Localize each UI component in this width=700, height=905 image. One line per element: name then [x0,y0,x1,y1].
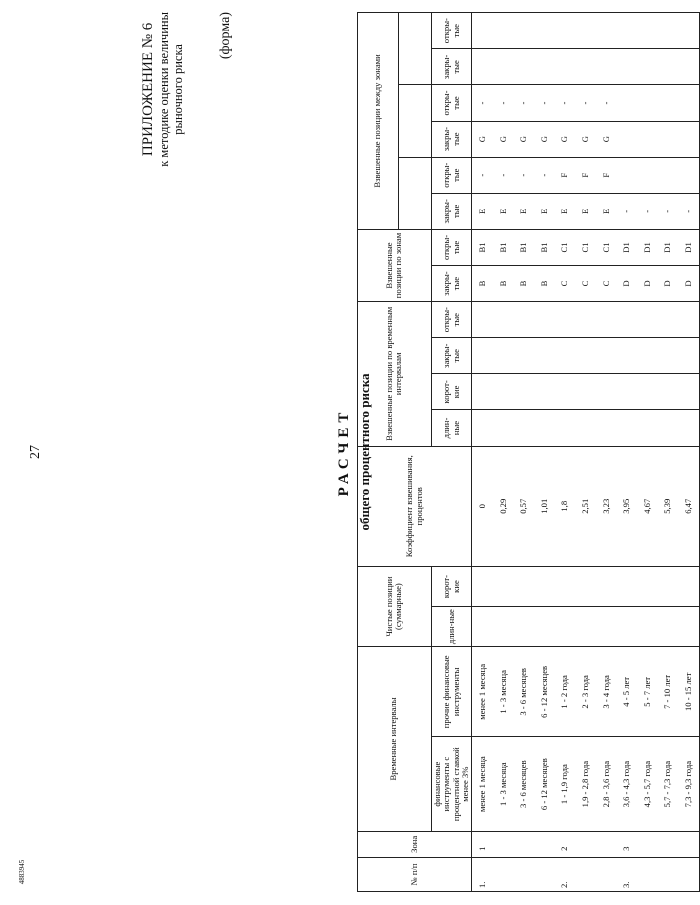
row-wb1-open [658,157,679,193]
document-serial-number: 4883945 [18,859,26,885]
page-number: 27 [28,445,43,459]
row-wb2-closed: G [493,121,514,157]
row-wt-open [658,302,679,338]
row-fin-other: 2 - 3 года [575,647,596,737]
header-weighted-time: Взвешенные позиции по временным интервалам [357,302,431,446]
row-fin-other: менее 1 месяца [472,647,493,737]
header-weighted-zones: Взвешенные позиции по зонам [357,229,431,301]
row-wb3-closed [596,49,617,85]
header-weighted-between: Взвешенные позиции между зонами [357,13,398,230]
row-net-short [678,566,699,606]
row-wt-open [596,302,617,338]
row-wb2-closed [678,121,699,157]
row-wb1-closed: - [658,193,679,229]
row-coef: 4,67 [637,446,658,566]
row-wt-open [472,302,493,338]
row-wz-open: B1 [534,229,555,265]
row-zone [637,831,658,857]
row-wb1-open: F [596,157,617,193]
row-num [596,857,617,891]
row-wb3-closed [678,49,699,85]
row-wt-short [596,374,617,410]
row-net-short [575,566,596,606]
row-wb1-closed: E [514,193,535,229]
row-zone: 2 [555,831,576,857]
row-net-short [493,566,514,606]
row-fin-other: 5 - 7 лет [637,647,658,737]
row-num [534,857,555,891]
row-wb3-open [575,13,596,49]
row-net-long [514,607,535,647]
row-wt-closed [617,338,638,374]
row-wt-long [617,410,638,446]
row-wb3-open [534,13,555,49]
row-wb1-closed: E [493,193,514,229]
row-wz-open: B1 [472,229,493,265]
header-wb2-open: откры-тые [431,85,472,121]
rotated-page-content [140,12,700,892]
row-wt-short [658,374,679,410]
row-net-long [678,607,699,647]
row-wb3-closed [514,49,535,85]
header-wz-closed: закры-тые [431,266,472,302]
header-coefficient: Коэффициент взвешивания, процентов [357,446,472,566]
row-coef: 0,29 [493,446,514,566]
row-wb2-open: - [534,85,555,121]
row-fin-other: 3 - 4 года [596,647,617,737]
form-label: (форма) [218,12,233,60]
row-wz-closed: B [534,266,555,302]
row-wt-open [534,302,555,338]
row-wb2-open: - [555,85,576,121]
row-wb2-open [617,85,638,121]
row-wt-closed [658,338,679,374]
row-num [658,857,679,891]
table-row [596,13,617,892]
header-between-blank-3 [398,13,431,85]
row-wt-short [472,374,493,410]
row-coef: 5,39 [658,446,679,566]
row-net-long [472,607,493,647]
row-wb1-open: - [514,157,535,193]
row-wz-closed: C [555,266,576,302]
header-between-blank-1 [398,157,431,229]
row-wb3-closed [575,49,596,85]
row-wz-closed: D [617,266,638,302]
table-row [678,13,699,892]
header-fin-low: финансовые инструменты с процентной ставкой менее 3% [431,737,472,831]
appendix-subtitle-line2: рыночного риска [170,44,185,135]
appendix-title: ПРИЛОЖЕНИЕ № 6 [140,22,156,157]
row-wt-short [637,374,658,410]
row-wz-closed: C [596,266,617,302]
row-wb1-closed: E [534,193,555,229]
row-fin-low: 6 - 12 месяцев [534,737,555,831]
row-zone [575,831,596,857]
row-wb2-closed [637,121,658,157]
header-wb3-closed: закры-тые [431,49,472,85]
row-fin-low: 4,3 - 5,7 года [637,737,658,831]
row-wb1-open: - [472,157,493,193]
header-wt-long: длин-ные [431,410,472,446]
header-wb1-closed: закры-тые [431,193,472,229]
row-wb2-closed: G [534,121,555,157]
row-wb3-closed [555,49,576,85]
row-net-long [493,607,514,647]
row-fin-low: 3 - 6 месяцев [514,737,535,831]
row-net-short [617,566,638,606]
row-wt-closed [678,338,699,374]
row-wb3-open [658,13,679,49]
header-num: № п/п [357,857,472,891]
row-wt-closed [472,338,493,374]
row-zone [493,831,514,857]
header-zone: Зона [357,831,472,857]
row-wb1-open: F [555,157,576,193]
row-wz-closed: B [472,266,493,302]
row-fin-low: 1 - 3 месяца [493,737,514,831]
row-coef: 1,8 [555,446,576,566]
row-wt-open [575,302,596,338]
row-fin-other: 1 - 3 месяца [493,647,514,737]
row-net-short [534,566,555,606]
row-wt-open [555,302,576,338]
row-wz-open: D1 [637,229,658,265]
row-wb2-open [637,85,658,121]
row-fin-low: менее 1 месяца [472,737,493,831]
row-wz-open: B1 [493,229,514,265]
row-net-long [658,607,679,647]
row-zone [514,831,535,857]
row-wt-long [637,410,658,446]
row-net-long [575,607,596,647]
row-wb3-closed [617,49,638,85]
row-num: 3. [617,857,638,891]
row-net-short [637,566,658,606]
row-zone: 1 [472,831,493,857]
row-wb2-open: - [514,85,535,121]
row-zone [658,831,679,857]
row-fin-other: 4 - 5 лет [617,647,638,737]
header-wt-short: корот-кие [431,374,472,410]
row-wb1-closed: - [637,193,658,229]
row-net-long [637,607,658,647]
header-net-short: корот-кие [431,566,472,606]
row-coef: 0,57 [514,446,535,566]
row-num [493,857,514,891]
row-wz-closed: D [658,266,679,302]
row-net-short [596,566,617,606]
row-wt-short [575,374,596,410]
row-wt-open [514,302,535,338]
row-wt-short [617,374,638,410]
row-wb3-open [678,13,699,49]
row-wt-closed [555,338,576,374]
header-wb2-closed: закры-тые [431,121,472,157]
row-wb1-closed: E [575,193,596,229]
row-fin-other: 6 - 12 месяцев [534,647,555,737]
row-wb1-closed: E [472,193,493,229]
row-wb3-closed [472,49,493,85]
row-wz-closed: D [637,266,658,302]
row-wb2-closed: G [575,121,596,157]
row-wt-open [617,302,638,338]
row-fin-low: 5,7 - 7,3 года [658,737,679,831]
table-row [534,13,555,892]
row-wb3-closed [658,49,679,85]
row-wb3-open [637,13,658,49]
row-wb3-closed [493,49,514,85]
row-wb1-closed: - [617,193,638,229]
row-wb3-open [472,13,493,49]
row-fin-low: 7,3 - 9,3 года [678,737,699,831]
row-wt-long [575,410,596,446]
row-wb2-open: - [472,85,493,121]
row-wt-short [493,374,514,410]
row-wb3-closed [534,49,555,85]
row-wz-open: B1 [514,229,535,265]
row-wb3-open [493,13,514,49]
row-wb3-open [596,13,617,49]
row-wb1-closed: E [596,193,617,229]
row-wt-long [555,410,576,446]
row-num [575,857,596,891]
row-wb3-closed [637,49,658,85]
row-wb2-closed: G [555,121,576,157]
row-wt-closed [493,338,514,374]
row-net-short [555,566,576,606]
row-wb1-open: - [493,157,514,193]
row-net-short [514,566,535,606]
row-net-long [534,607,555,647]
table-row [472,13,493,892]
row-wt-closed [596,338,617,374]
row-wz-open: D1 [617,229,638,265]
row-wt-short [534,374,555,410]
row-wz-open: C1 [596,229,617,265]
row-fin-other: 1 - 2 года [555,647,576,737]
row-wt-long [514,410,535,446]
row-wz-closed: B [493,266,514,302]
row-zone [596,831,617,857]
row-wz-open: D1 [658,229,679,265]
row-fin-other: 10 - 15 лет [678,647,699,737]
row-wt-closed [637,338,658,374]
row-wt-closed [514,338,535,374]
row-wt-long [534,410,555,446]
row-wt-open [678,302,699,338]
row-net-short [658,566,679,606]
table-row [555,13,576,892]
header-time-intervals: Временные интервалы [357,647,431,832]
header-net-long: длин-ные [431,607,472,647]
row-net-long [596,607,617,647]
row-wt-open [637,302,658,338]
row-wz-closed: C [575,266,596,302]
row-zone [534,831,555,857]
row-wb2-closed [617,121,638,157]
row-wt-short [514,374,535,410]
row-fin-low: 3,6 - 4,3 года [617,737,638,831]
table-row [658,13,679,892]
row-wt-closed [575,338,596,374]
row-wz-open: C1 [555,229,576,265]
row-wb3-open [514,13,535,49]
row-wz-open: D1 [678,229,699,265]
header-wt-closed: закры-тые [431,338,472,374]
row-wb2-closed: G [472,121,493,157]
row-coef: 3,95 [617,446,638,566]
row-wb2-open: - [575,85,596,121]
appendix-subtitle-line1: к методике оценки величины [156,12,171,167]
row-coef: 0 [472,446,493,566]
row-wt-long [596,410,617,446]
row-num: 2. [555,857,576,891]
row-wz-closed: D [678,266,699,302]
row-fin-low: 1 - 1,9 года [555,737,576,831]
table-row [637,13,658,892]
row-wb3-open [617,13,638,49]
row-wb2-open [678,85,699,121]
row-num [637,857,658,891]
row-wb2-closed: G [514,121,535,157]
row-wb1-open [617,157,638,193]
row-wb2-open: - [596,85,617,121]
row-wt-short [555,374,576,410]
row-wt-long [658,410,679,446]
header-wb1-open: откры-тые [431,157,472,193]
row-coef: 3,23 [596,446,617,566]
row-wb1-open [637,157,658,193]
row-wb2-closed: G [596,121,617,157]
table-row [575,13,596,892]
row-num: 1. [472,857,493,891]
row-wb1-closed: - [678,193,699,229]
appendix-header [140,12,185,167]
row-net-short [472,566,493,606]
row-wz-closed: B [514,266,535,302]
table-row [514,13,535,892]
row-coef: 1,01 [534,446,555,566]
row-wb1-open: F [575,157,596,193]
row-wt-short [678,374,699,410]
header-wt-open: откры-тые [431,302,472,338]
row-zone [678,831,699,857]
table-row [617,13,638,892]
row-wb1-open [678,157,699,193]
table-row [493,13,514,892]
row-wb1-closed: E [555,193,576,229]
row-fin-low: 1,9 - 2,8 года [575,737,596,831]
row-wb1-open: - [534,157,555,193]
row-fin-low: 2,8 - 3,6 года [596,737,617,831]
row-fin-other: 3 - 6 месяцев [514,647,535,737]
title-sub: общего процентного риска [357,373,372,531]
row-wt-long [678,410,699,446]
row-net-long [555,607,576,647]
header-between-blank-2 [398,85,431,157]
row-coef: 6,47 [678,446,699,566]
title-main: РАСЧЕТ [336,407,352,497]
row-wb3-open [555,13,576,49]
header-wb3-open: откры-тые [431,13,472,49]
row-wb2-open [658,85,679,121]
row-wb2-closed [658,121,679,157]
row-wt-long [493,410,514,446]
row-net-long [617,607,638,647]
interest-risk-table [357,12,700,892]
row-wt-open [493,302,514,338]
header-fin-other: прочие финансовые инструменты [431,647,472,737]
header-wz-open: откры-тые [431,229,472,265]
row-zone: 3 [617,831,638,857]
row-wt-long [472,410,493,446]
row-wz-open: C1 [575,229,596,265]
row-wb2-open: - [493,85,514,121]
row-coef: 2,51 [575,446,596,566]
row-num [678,857,699,891]
row-fin-other: 7 - 10 лет [658,647,679,737]
row-wt-closed [534,338,555,374]
row-num [514,857,535,891]
header-net-positions: Чистые позиции (суммарные) [357,566,431,646]
